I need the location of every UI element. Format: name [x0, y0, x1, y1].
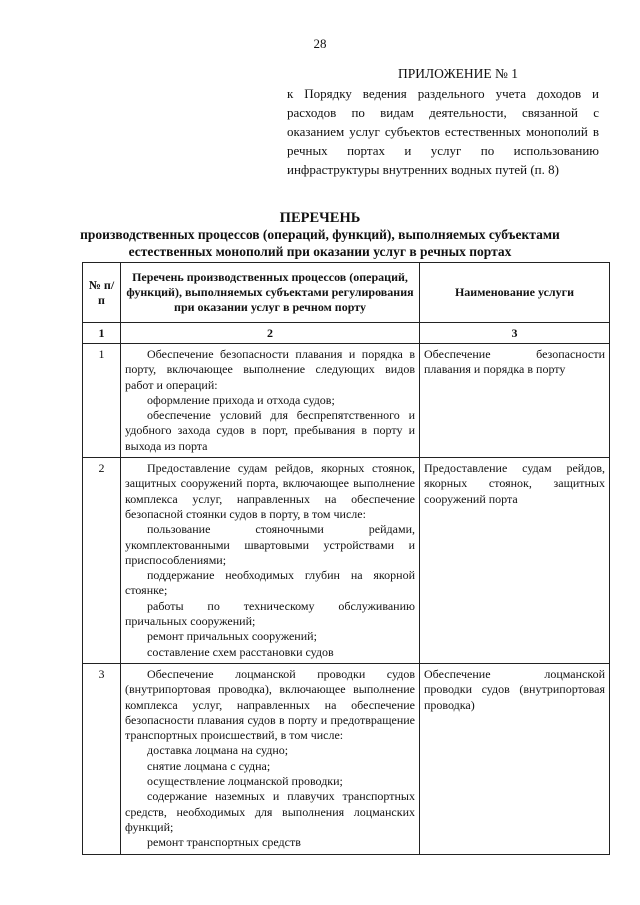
- table-header-row: [83, 263, 610, 323]
- process-cell: [121, 663, 420, 854]
- process-paragraph: Обеспечение безопасности плавания и порядка в порту, включающее выполнение следующих видов работ и операций:: [125, 347, 415, 392]
- column-number-row: [83, 323, 610, 344]
- process-paragraph: оформление прихода и отхода судов;: [147, 392, 335, 407]
- process-paragraph: доставка лоцмана на судно;: [147, 743, 289, 758]
- process-paragraph: содержание наземных и плавучих транспортных средств, необходимых для выполнения лоцманских функций;: [125, 789, 415, 834]
- appendix-text: к Порядку ведения раздельного учета доходов и расходов по видам деятельности, связанной с оказанием услуг субъектов естественных монополий в речных портах и услуг по использованию инфраструктуры внутренних водных путей (п. 8): [287, 86, 599, 177]
- header-num: № п/п: [83, 263, 121, 323]
- process-paragraph: Обеспечение лоцманской проводки судов (внутрипортовая проводка), включающее выполнение комплекса услуг, направленных на обеспечение безопасности плавания судов в порту и предотвращение транспортных происшествий, в том числе:: [125, 666, 415, 743]
- row-number: 1: [83, 344, 121, 458]
- column-number: 1: [83, 323, 121, 344]
- table-row: [83, 663, 610, 854]
- processes-table: [82, 262, 610, 855]
- process-paragraph: обеспечение условий для беспрепятственного и удобного захода судов в порт, пребывания в порту и выхода из порта: [125, 408, 415, 453]
- process-paragraph: составление схем расстановки судов: [147, 644, 334, 659]
- page-number: 28: [313, 36, 327, 51]
- document-subtitle: производственных процессов (операций, функций), выполняемых субъектами естественных монополий при оказании услуг в речных портах: [80, 227, 560, 259]
- column-number: 2: [121, 323, 420, 344]
- table-row: [83, 458, 610, 664]
- process-paragraph: поддержание необходимых глубин на якорной стоянке;: [125, 568, 415, 598]
- process-cell: [121, 344, 420, 458]
- process-cell: [121, 458, 420, 664]
- process-paragraph: работы по техническому обслуживанию причальных сооружений;: [125, 598, 415, 629]
- process-paragraph: ремонт транспортных средств: [147, 835, 301, 850]
- header-processes: Перечень производственных процессов (операций, функций), выполняемых субъектами регулирования при оказании услуг в речном порту: [121, 263, 420, 323]
- process-paragraph: Предоставление судам рейдов, якорных стоянок, защитных сооружений порта, включающее выполнение комплекса услуг, направленных на обеспечение безопасной стоянки судов в порту, в том числе:: [125, 461, 415, 521]
- process-paragraph: снятие лоцмана с судна;: [147, 758, 271, 773]
- row-number: 3: [83, 663, 121, 854]
- appendix-title: ПРИЛОЖЕНИЕ № 1: [398, 66, 519, 81]
- row-number: 2: [83, 458, 121, 664]
- column-number: 3: [420, 323, 610, 344]
- process-paragraph: осуществление лоцманской проводки;: [147, 774, 343, 789]
- service-cell: Обеспечение безопасности плавания и порядка в порту: [420, 344, 610, 458]
- document-title: ПЕРЕЧЕНЬ: [279, 210, 361, 226]
- service-cell: Предоставление судам рейдов, якорных стоянок, защитных сооружений порта: [420, 458, 610, 664]
- service-cell: Обеспечение лоцманской проводки судов (внутрипортовая проводка): [420, 663, 610, 854]
- header-service: Наименование услуги: [420, 263, 610, 323]
- process-paragraph: пользование стояночными рейдами, укомплектованными швартовыми устройствами и приспособлениями;: [125, 522, 415, 567]
- process-paragraph: ремонт причальных сооружений;: [147, 629, 317, 644]
- table-row: [83, 344, 610, 458]
